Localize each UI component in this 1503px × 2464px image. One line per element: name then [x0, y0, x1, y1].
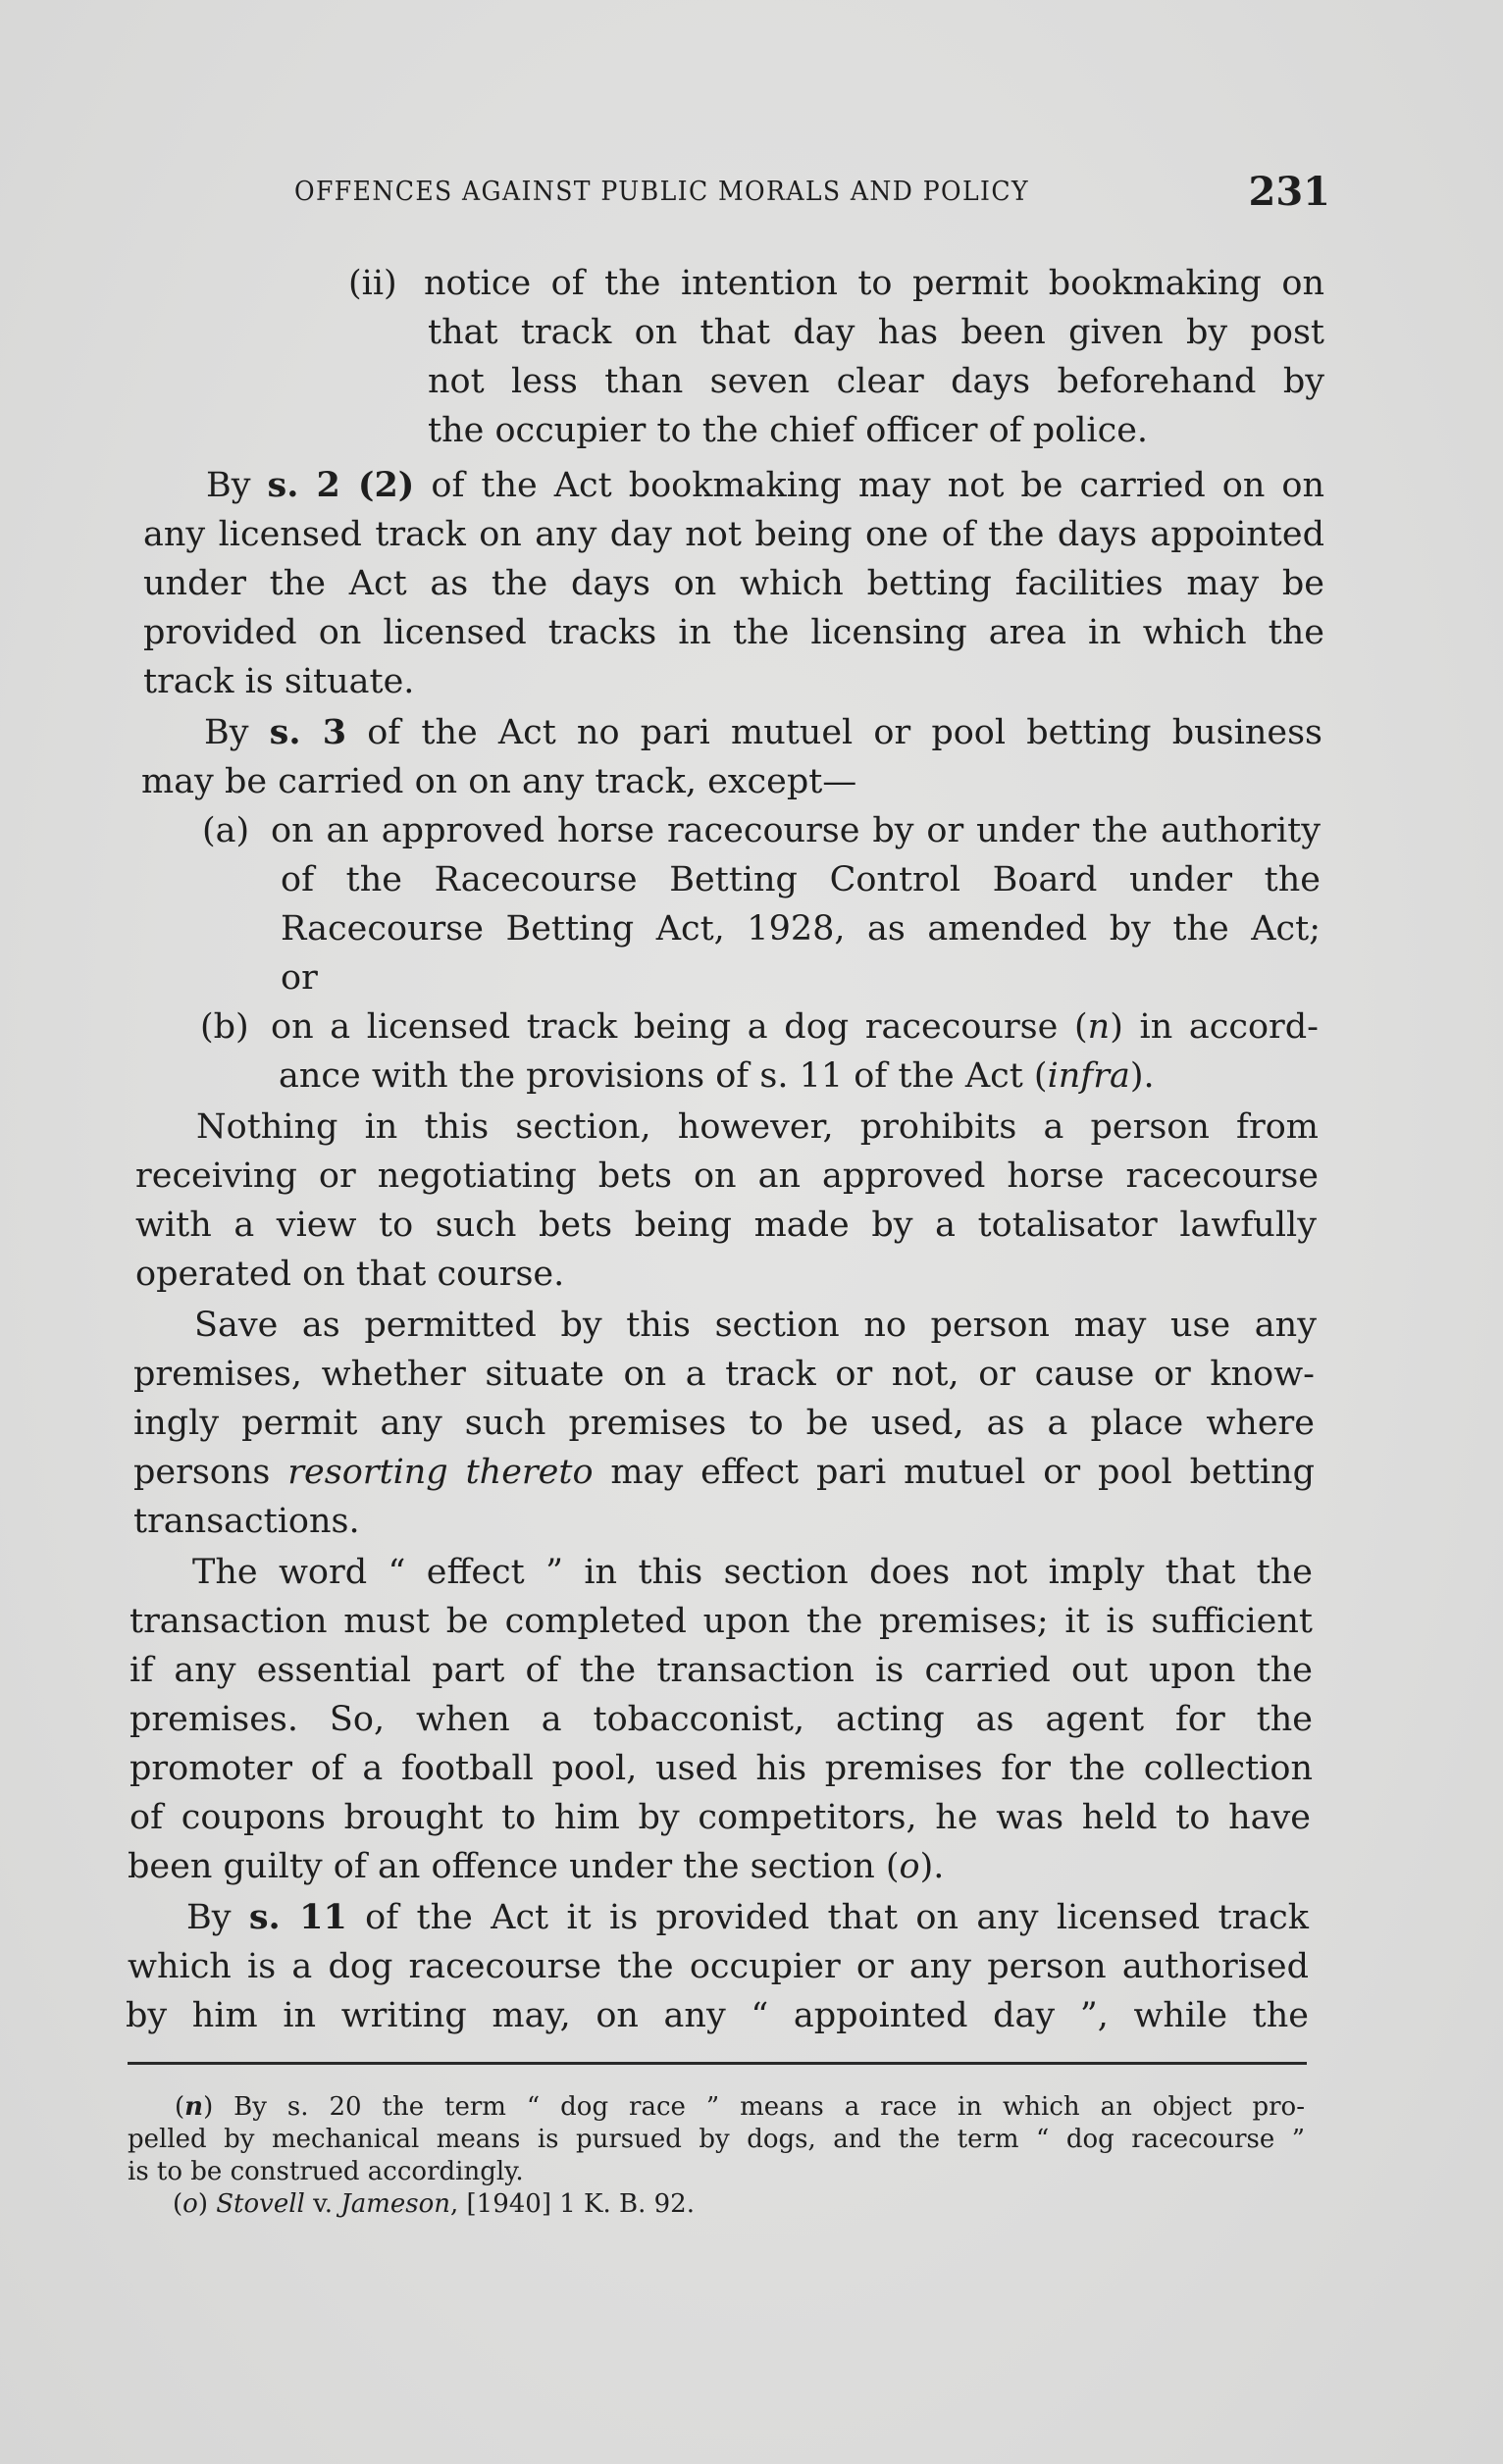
- para-effect-line-5: promoter of a football pool, used his premises for the collection: [130, 1749, 1313, 1788]
- para-effect-line-6: of coupons brought to him by competitors, he was held to have: [130, 1798, 1311, 1837]
- para-s3-ref: s. 3: [269, 712, 347, 752]
- footnote-n-line-2: pelled by mechanical means is pursued by dogs, and the term “ dog racecourse ”: [128, 2125, 1305, 2154]
- infra-italic: infra: [1047, 1056, 1130, 1096]
- resorting-thereto-italic: resorting thereto: [287, 1453, 594, 1492]
- item-b-label: (b): [200, 1007, 249, 1047]
- para-s3-lead: By: [204, 713, 270, 752]
- para-s3-text: of the Act no pari mutuel or pool betting business: [346, 713, 1323, 752]
- para-save-line-4-post: may effect pari mutuel or pool betting: [593, 1453, 1315, 1492]
- item-a-label: (a): [202, 811, 250, 850]
- item-a-line-3: Racecourse Betting Act, 1928, as amended by the Act;: [281, 909, 1321, 949]
- para-s2-lead: By: [206, 466, 268, 505]
- footnote-ref-o[interactable]: o: [899, 1847, 920, 1886]
- item-b-text-end: ) in accord-: [1110, 1007, 1319, 1047]
- para-s2-line-3: under the Act as the days on which betting facilities may be: [143, 564, 1324, 603]
- para-save-line-5: transactions.: [133, 1502, 360, 1541]
- para-nothing-line-4: operated on that course.: [135, 1255, 565, 1294]
- item-ii-line-1: notice of the intention to permit bookmaking on: [424, 264, 1324, 303]
- para-save-line-2: premises, whether situate on a track or not, or cause or know-: [133, 1355, 1315, 1394]
- case-versus: v.: [304, 2189, 341, 2219]
- footnote-n-text: ) By s. 20 the term “ dog race ” means a race in which an object pro-: [203, 2092, 1305, 2122]
- item-a-line-1: on an approved horse racecourse by or under the authority: [271, 811, 1321, 850]
- para-s2-line-2: any licensed track on any day not being one of the days appointed: [143, 515, 1324, 554]
- item-a-line-4: or: [281, 958, 318, 998]
- footnote-n-line-3: is to be construed accordingly.: [128, 2157, 524, 2186]
- footnote-divider: [128, 2062, 1307, 2065]
- footnote-o-marker: o: [182, 2189, 198, 2219]
- running-header: [294, 169, 1334, 218]
- para-save-line-3: ingly permit any such premises to be used, as a place where: [133, 1404, 1315, 1443]
- para-s2-line-1: [206, 461, 1324, 510]
- para-effect-line-4: premises. So, when a tobacconist, acting as agent for the: [130, 1700, 1313, 1739]
- para-s11-lead: By: [186, 1898, 249, 1937]
- para-effect-line-3: if any essential part of the transaction is carried out upon the: [130, 1651, 1313, 1690]
- item-b-text: on a licensed track being a dog racecourse (: [271, 1007, 1088, 1047]
- para-s11-ref: s. 11: [248, 1897, 347, 1937]
- para-s11-line-1: [186, 1893, 1309, 1942]
- para-effect-line-7: [128, 1842, 1309, 1891]
- para-effect-line-7-post: ).: [919, 1847, 945, 1886]
- para-nothing-line-2: receiving or negotiating bets on an approved horse racecourse: [135, 1156, 1319, 1196]
- para-effect-line-2: transaction must be completed upon the premises; it is sufficient: [130, 1602, 1313, 1641]
- para-save-line-1: Save as permitted by this section no person may use any: [194, 1306, 1317, 1345]
- para-s3-line-2: may be carried on on any track, except—: [141, 762, 857, 801]
- item-ii-label: (ii): [348, 264, 397, 303]
- para-nothing-line-3: with a view to such bets being made by a totalisator lawfully: [135, 1206, 1317, 1245]
- case-name-stovell: Stovell: [216, 2189, 305, 2219]
- footnote-o: (o) Stovell v. Jameson, [1940] 1 K. B. 92.: [173, 2189, 695, 2219]
- item-a-line-2: of the Racecourse Betting Control Board under the: [281, 860, 1321, 899]
- case-name-jameson: Jameson: [340, 2189, 450, 2219]
- footnote-ref-n[interactable]: n: [1087, 1007, 1111, 1047]
- para-s11-line-2: which is a dog racecourse the occupier or any person authorised: [128, 1947, 1309, 1986]
- item-b-line-2-text: ance with the provisions of s. 11 of the Act (: [279, 1056, 1048, 1096]
- para-s2-line-4: provided on licensed tracks in the licensing area in which the: [143, 613, 1324, 652]
- para-s11-text: of the Act it is provided that on any licensed track: [346, 1898, 1309, 1937]
- footnote-n-marker: n: [184, 2092, 204, 2122]
- para-nothing-line-1: Nothing in this section, however, prohibits a person from: [196, 1107, 1319, 1147]
- item-ii-line-4: the occupier to the chief officer of police.: [428, 411, 1149, 450]
- running-title: OFFENCES AGAINST PUBLIC MORALS AND POLICY: [294, 177, 1029, 207]
- para-s2-text: of the Act bookmaking may not be carried on on: [414, 466, 1325, 505]
- para-s3-line-1: [204, 708, 1322, 757]
- para-effect-line-1: The word “ effect ” in this section does not imply that the: [192, 1553, 1313, 1592]
- item-b-line-1: [271, 1002, 1319, 1052]
- para-save-line-4-pre: persons: [133, 1453, 288, 1492]
- item-b-line-2-end: ).: [1129, 1056, 1155, 1096]
- item-ii-line-3: not less than seven clear days beforehand by: [428, 362, 1324, 401]
- item-ii-line-2: that track on that day has been given by post: [428, 313, 1324, 352]
- para-save-line-4: [133, 1448, 1315, 1497]
- para-effect-line-7-pre: been guilty of an offence under the section (: [128, 1847, 900, 1886]
- item-b-line-2: [279, 1052, 1319, 1101]
- para-s11-line-3: by him in writing may, on any “ appointed day ”, while the: [126, 1996, 1309, 2035]
- footnote-n-line-1: (n) By s. 20 the term “ dog race ” means a race in which an object pro-: [175, 2092, 1305, 2122]
- para-s2-line-5: track is situate.: [143, 662, 415, 701]
- para-s2-ref: s. 2 (2): [267, 465, 415, 505]
- page-number: 231: [1248, 169, 1330, 215]
- case-citation: , [1940] 1 K. B. 92.: [449, 2189, 695, 2219]
